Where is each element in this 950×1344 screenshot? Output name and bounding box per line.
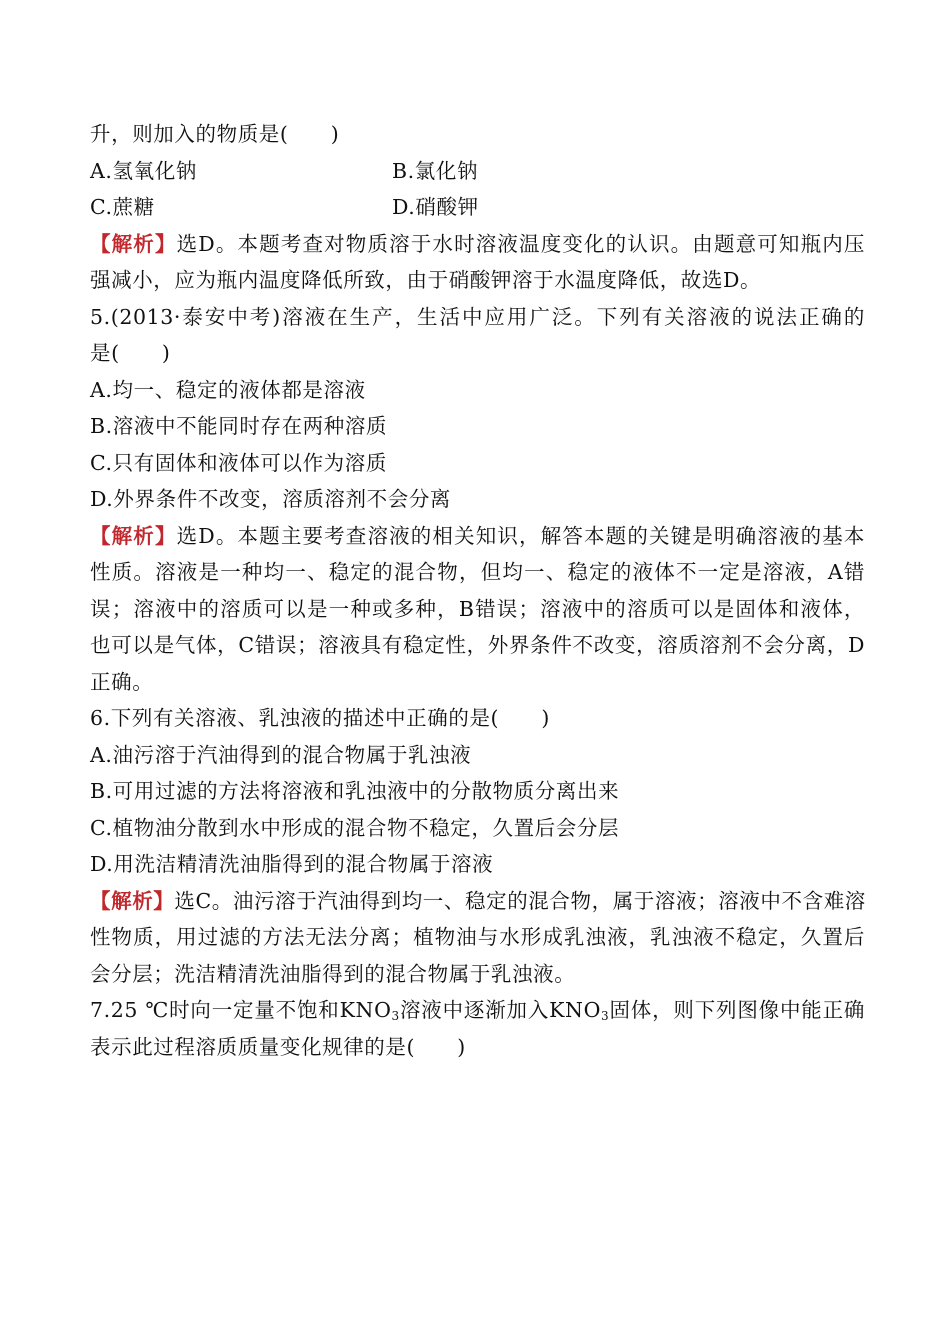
q4-option-a: A.氢氧化钠 <box>90 158 197 183</box>
q6-option-a: A.油污溶于汽油得到的混合物属于乳浊液 <box>90 742 472 767</box>
q6-option-b: B.可用过滤的方法将溶液和乳浊液中的分散物质分离出来 <box>90 779 620 803</box>
q5-option-d: D.外界条件不改变，溶质溶剂不会分离 <box>90 487 452 511</box>
q7-stem-line-2: 表示此过程溶质质量变化规律的是( ) <box>90 1034 466 1059</box>
q6-analysis-line-1 <box>90 883 865 920</box>
q5-analysis-line-5: 正确。 <box>90 669 154 694</box>
q6-option-d: D.用洗洁精清洗油脂得到的混合物属于溶液 <box>90 852 494 876</box>
q4-option-d: D.硝酸钾 <box>392 195 479 219</box>
q7-stem-part-2: 溶液中逐渐加入KNO <box>399 998 601 1022</box>
q7-stem-line-1 <box>90 992 865 1029</box>
q6-stem: 6.下列有关溶液、乳浊液的描述中正确的是( ) <box>90 706 550 730</box>
q4-analysis-line-2: 强减小，应为瓶内温度降低所致，由于硝酸钾溶于水温度降低，故选D。 <box>90 268 762 292</box>
q5-analysis-line-4: 也可以是气体，C错误；溶液具有稳定性，外界条件不改变，溶质溶剂不会分离，D <box>90 633 865 657</box>
q4-options-row-2 <box>90 189 865 226</box>
q6-analysis-text-1: 选C。油污溶于汽油得到均一、稳定的混合物，属于溶液；溶液中不含难溶 <box>174 888 866 913</box>
q6-analysis-line-3: 会分层；洗洁精清洗油脂得到的混合物属于乳浊液。 <box>90 961 576 986</box>
q7-subscript-2: 3 <box>601 1009 610 1023</box>
q5-analysis-line-3: 误；溶液中的溶质可以是一种或多种，B错误；溶液中的溶质可以是固体和液体， <box>90 596 865 621</box>
q7-subscript-1: 3 <box>391 1009 400 1023</box>
document-page <box>90 116 865 1065</box>
analysis-tag: 【解析】 <box>90 231 177 256</box>
q7-stem-part-1: 7.25 ℃时向一定量不饱和KNO <box>90 998 392 1022</box>
q5-analysis-line-1 <box>90 518 865 555</box>
q5-stem-line-2: 是( ) <box>90 341 171 365</box>
analysis-tag: 【解析】 <box>90 888 175 913</box>
q4-option-c: C.蔗糖 <box>90 195 155 219</box>
q4-stem-tail: 升，则加入的物质是( ) <box>90 122 340 146</box>
q4-analysis-line-1 <box>90 226 865 263</box>
q4-options-row-1 <box>90 153 865 190</box>
q4-analysis-text-1: 选D。本题考查对物质溶于水时溶液温度变化的认识。由题意可知瓶内压 <box>176 231 865 256</box>
q5-analysis-text-1: 选D。本题主要考查溶液的相关知识，解答本题的关键是明确溶液的基本 <box>176 523 865 548</box>
analysis-tag: 【解析】 <box>90 523 177 548</box>
q5-option-a: A.均一、稳定的液体都是溶液 <box>90 377 366 402</box>
q5-analysis-line-2: 性质。溶液是一种均一、稳定的混合物，但均一、稳定的液体不一定是溶液，A错 <box>90 560 865 584</box>
q6-option-c: C.植物油分散到水中形成的混合物不稳定，久置后会分层 <box>90 815 620 840</box>
q7-stem-part-3: 固体，则下列图像中能正确 <box>609 998 865 1022</box>
q5-option-c: C.只有固体和液体可以作为溶质 <box>90 450 387 475</box>
q5-option-b: B.溶液中不能同时存在两种溶质 <box>90 414 388 438</box>
q6-analysis-line-2: 性物质，用过滤的方法无法分离；植物油与水形成乳浊液，乳浊液不稳定，久置后 <box>90 925 865 949</box>
q5-stem-line-1: 5.(2013·泰安中考)溶液在生产，生活中应用广泛。下列有关溶液的说法正确的 <box>90 304 865 329</box>
q4-option-b: B.氯化钠 <box>392 158 479 183</box>
